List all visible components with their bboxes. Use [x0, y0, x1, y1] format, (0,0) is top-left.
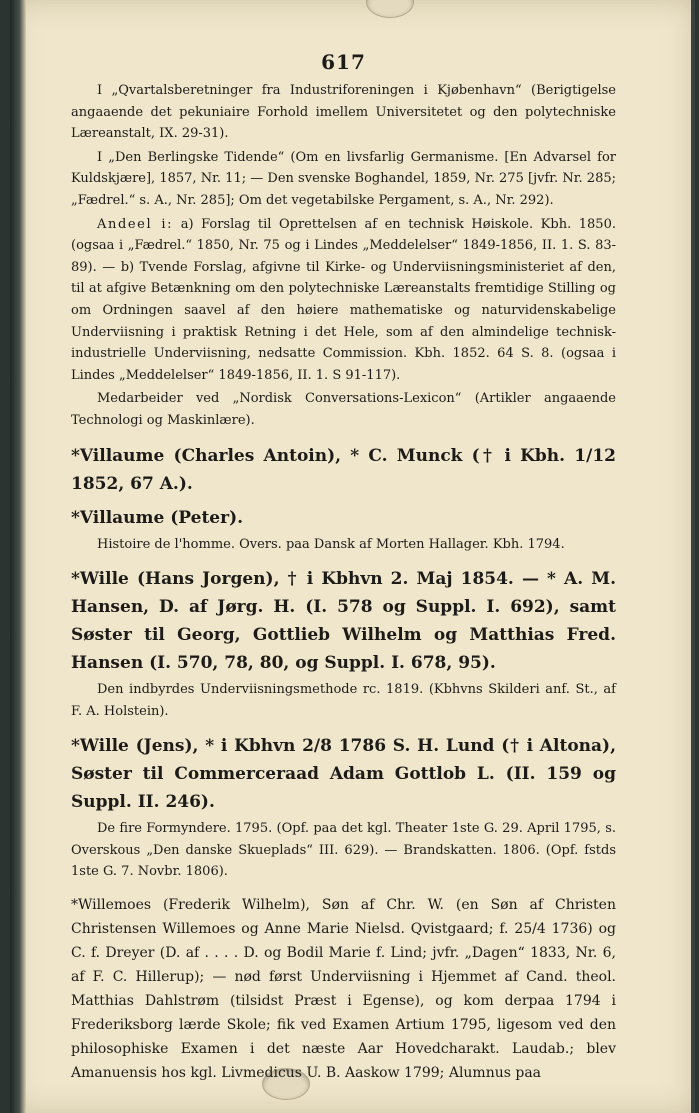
page-number: 617	[321, 50, 366, 74]
entry-heading-willemoes: *Willemoes (Frederik Wilhelm), Søn af Chr. W. (en Søn af Christen Christensen Willemoes og Anne Marie Nielsd. Qvistgaard; f. 25/4 1736) og C. f. Dreyer (D. af . . . . D. og Bodil Marie f. Lind; jvfr. „Dagen“ 1833, Nr. 6, af F. C. Hillerup); — nød først Underviisning i Hjemmet af Cand. theol. Matthias Dahlstrøm (tilsidst Præst i Egense), og kom derpaa 1794 i Frederiksborg lærde Skole; fik ved Examen Artium 1795, ligesom ved den philosophiske Examen i det næste Aar Hovedcharakt. Laudab.; blev Amanuensis hos kgl. Livmedicus U. B. Aaskow 1799; Alumnus paa	[71, 897, 616, 1082]
binding-gutter	[10, 0, 26, 1113]
andeel-label: Andeel i:	[97, 216, 174, 232]
entry-heading-wille-jens: *Wille (Jens), * i Kbhvn 2/8 1786 S. H. Lund († i Altona), Søster til Commerceraad Adam Gottlob L. (II. 159 og Suppl. II. 246).	[71, 736, 616, 813]
andeel-text: a) Forslag til Oprettelsen af en technisk Høiskole. Kbh. 1850. (ogsaa i „Fædrel.“ 1850, Nr. 75 og i Lindes „Meddelelser“ 1849-1856, II. 1. S. 83-89). — b) Tvende Forslag, afgivne til Kirke- og Underviisningsministeriet af den, til at afgive Betænkning om den polytechniske Læreanstalts fremtidige Stilling og om Ordningen saavel af den høiere mathematiske og naturvidenskabelige Underviisning i praktisk Retning i det Hele, som af den almindelige technisk-industrielle Underviisning, nedsatte Commission. Kbh. 1852. 64 S. 8. (ogsaa i Lindes „Meddelelser“ 1849-1856, II. 1. S 91-117).	[71, 216, 616, 383]
punch-hole-top	[366, 0, 414, 18]
paragraph-qvartalsberetninger: I „Qvartalsberetninger fra Industriforeningen i Kjøbenhavn“ (Berigtigelse angaaende det pekuniaire Forhold imellem Universitetet og den polytechniske Læreanstalt, IX. 29-31).	[71, 83, 616, 142]
entry-body-villaume-peter: Histoire de l'homme. Overs. paa Dansk af Morten Hallager. Kbh. 1794.	[97, 536, 565, 552]
page-edge	[691, 0, 695, 1113]
entry-heading-villaume-charles: *Villaume (Charles Antoin), * C. Munck († i Kbh. 1/12 1852, 67 A.).	[71, 445, 616, 494]
page-text	[71, 50, 616, 1087]
book-page	[10, 0, 695, 1113]
paragraph-berlingske: I „Den Berlingske Tidende“ (Om en livsfarlig Germanisme. [En Advarsel for Kuldskjære], 1857, Nr. 11; — Den svenske Boghandel, 1859, Nr. 275 [jvfr. Nr. 285; „Fædrel.“ s. A., Nr. 285]; Om det vegetabilske Pergament, s. A., Nr. 292).	[71, 149, 616, 208]
entry-body-wille-jens: De fire Formyndere. 1795. (Opf. paa det kgl. Theater 1ste G. 29. April 1795, s. Overskous „Den danske Skueplads“ III. 629). — Brandskatten. 1806. (Opf. fstds 1ste G. 7. Novbr. 1806).	[71, 821, 616, 880]
entry-heading-wille-hans: *Wille (Hans Jorgen), † i Kbhvn 2. Maj 1854. — * A. M. Hansen, D. af Jørg. H. (I. 578 og Suppl. I. 692), samt Søster til Georg, Gottlieb Wilhelm og Matthias Fred. Hansen (I. 570, 78, 80, og Suppl. I. 678, 95).	[71, 569, 616, 674]
entry-heading-villaume-peter: *Villaume (Peter).	[71, 507, 244, 528]
entry-body-wille-hans: Den indbyrdes Underviisningsmethode rc. 1819. (Kbhvns Skilderi anf. St., af F. A. Holstein).	[71, 682, 616, 719]
paragraph-andeel	[71, 214, 616, 387]
paragraph-medarbeider: Medarbeider ved „Nordisk Conversations-Lexicon“ (Artikler angaaende Technologi og Maskinlære).	[71, 391, 616, 428]
